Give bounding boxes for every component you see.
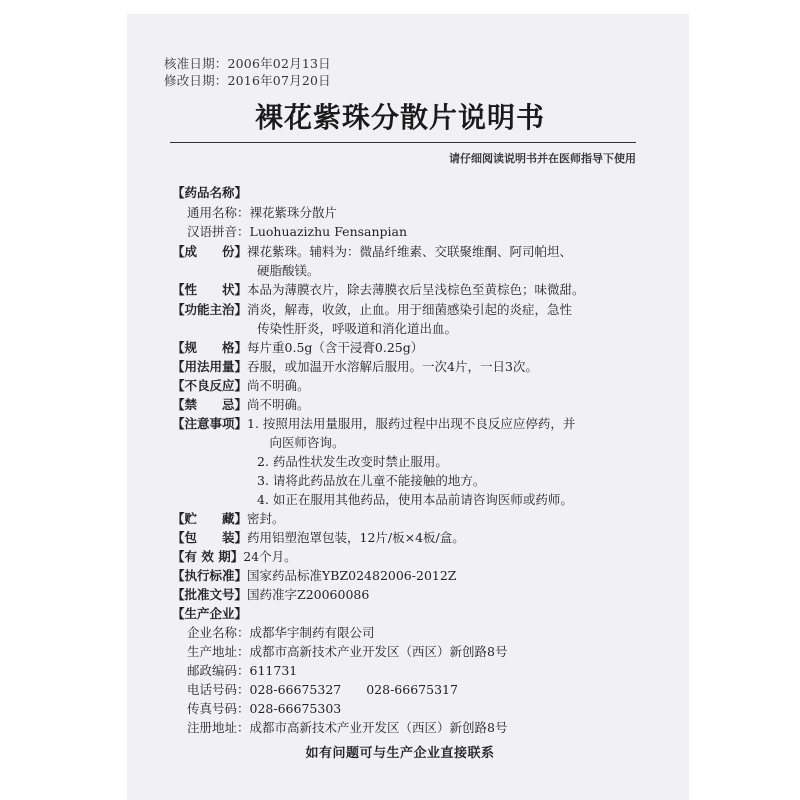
dosage-value: 吞服，或加温开水溶解后服用。一次4片，一日3次。: [247, 359, 538, 374]
contraindications-line: [172, 395, 310, 413]
fax-line: [187, 699, 341, 717]
precaution-item: 2. 药品性状发生改变时禁止服用。: [257, 454, 448, 469]
phone-value: 028-66675327 028-66675317: [249, 682, 458, 697]
postcode-line: [187, 661, 297, 679]
approval-no-value: 国药准字Z20060086: [247, 587, 370, 602]
indications-line: [172, 300, 572, 318]
generic-name-value: 裸花紫珠分散片: [249, 205, 338, 220]
dosage-line: [172, 357, 538, 375]
company-name-value: 成都华宇制药有限公司: [249, 625, 375, 640]
instruction-note: 请仔细阅读说明书并在医师指导下使用: [449, 152, 636, 165]
package-label: 【包 装】: [172, 530, 248, 545]
drug-name-label: 【药品名称】: [172, 185, 248, 200]
generic-name-label: 通用名称：: [187, 205, 250, 220]
pinyin-line: [187, 222, 407, 240]
phone-label: 电话号码：: [187, 682, 250, 697]
reg-address-line: [187, 718, 507, 736]
precaution-item: 1. 按照用法用量服用，服药过程中出现不良反应应停药，并: [247, 416, 576, 431]
precautions-line: [172, 414, 575, 432]
postcode-value: 611731: [249, 663, 298, 678]
standard-value: 国家药品标准YBZ02482006-2012Z: [247, 568, 457, 583]
company-name-label: 企业名称：: [187, 625, 250, 640]
ingredients-line: [172, 242, 572, 260]
postcode-label: 邮政编码：: [187, 663, 250, 678]
storage-line: [172, 509, 285, 527]
revision-date: 修改日期：2016年07月20日: [164, 73, 331, 88]
address-value: 成都市高新技术产业开发区（西区）新创路8号: [249, 644, 508, 659]
indications-value-continued: 传染性肝炎，呼吸道和消化道出血。: [257, 321, 458, 336]
approval-no-label: 【批准文号】: [172, 587, 248, 602]
title-divider: [170, 142, 636, 143]
phone-line: [187, 680, 458, 698]
approval-no-line: [172, 585, 369, 603]
reg-address-label: 注册地址：: [187, 720, 250, 735]
indications-value: 消炎，解毒，收敛，止血。用于细菌感染引起的炎症，急性: [247, 302, 573, 317]
validity-line: [172, 547, 297, 565]
manufacturer-label: 【生产企业】: [172, 606, 248, 621]
precaution-item: 3. 请将此药品放在儿童不能接触的地方。: [257, 473, 486, 488]
footer-contact-note: 如有问题可与生产企业直接联系: [305, 746, 495, 761]
specification-line: [172, 338, 423, 356]
pinyin-value: Luohuazizhu Fensanpian: [249, 224, 408, 239]
package-value: 药用铝塑泡罩包装，12片/板×4板/盒。: [247, 530, 465, 545]
contraindications-label: 【禁 忌】: [172, 397, 248, 412]
properties-value: 本品为薄膜衣片，除去薄膜衣后呈浅棕色至黄棕色；味微甜。: [247, 282, 585, 297]
company-name-line: [187, 623, 375, 641]
fax-value: 028-66675303: [249, 701, 342, 716]
ingredients-label: 【成 份】: [172, 244, 248, 259]
specification-value: 每片重0.5g（含干浸膏0.25g）: [247, 340, 424, 355]
ingredients-value-continued: 硬脂酸镁。: [257, 263, 320, 278]
precaution-item: 向医师咨询。: [257, 435, 345, 450]
indications-label: 【功能主治】: [172, 302, 248, 317]
validity-label: 【有 效 期】: [172, 549, 244, 564]
specification-label: 【规 格】: [172, 340, 248, 355]
fax-label: 传真号码：: [187, 701, 250, 716]
properties-label: 【性 状】: [172, 282, 248, 297]
adverse-label: 【不良反应】: [172, 378, 248, 393]
dosage-label: 【用法用量】: [172, 359, 248, 374]
precautions-label: 【注意事项】: [172, 416, 248, 431]
ingredients-value: 裸花紫珠。辅料为：微晶纤维素、交联聚维酮、阿司帕坦、: [247, 244, 573, 259]
precaution-item: 4. 如正在服用其他药品，使用本品前请咨询医师或药师。: [257, 492, 573, 507]
properties-line: [172, 280, 585, 298]
address-label: 生产地址：: [187, 644, 250, 659]
generic-name-line: [187, 203, 337, 221]
reg-address-value: 成都市高新技术产业开发区（西区）新创路8号: [249, 720, 508, 735]
storage-value: 密封。: [247, 511, 285, 526]
address-line: [187, 642, 507, 660]
standard-label: 【执行标准】: [172, 568, 248, 583]
manufacturer-heading: [172, 604, 247, 622]
validity-value: 24个月。: [243, 549, 297, 564]
storage-label: 【贮 藏】: [172, 511, 248, 526]
adverse-value: 尚不明确。: [247, 378, 310, 393]
pinyin-label: 汉语拼音：: [187, 224, 250, 239]
adverse-line: [172, 376, 310, 394]
package-line: [172, 528, 465, 546]
document-title: 裸花紫珠分散片说明书: [254, 101, 545, 134]
standard-line: [172, 566, 456, 584]
drug-name-heading: [172, 183, 247, 201]
approval-date: 核准日期：2006年02月13日: [164, 56, 331, 71]
contraindications-value: 尚不明确。: [247, 397, 310, 412]
